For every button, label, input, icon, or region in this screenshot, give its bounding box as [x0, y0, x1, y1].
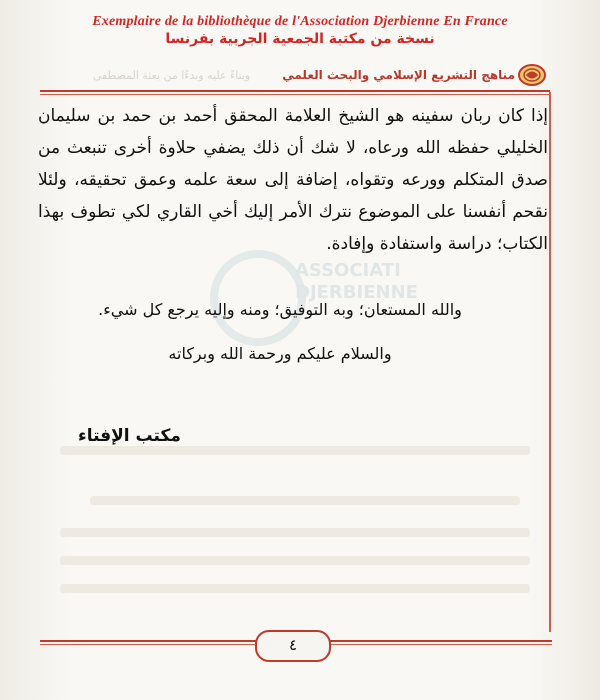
watermark-logo-icon — [210, 250, 306, 346]
running-head-bleed-through: وبناءً عليه وبدءًا من بعثة المصطفى — [92, 68, 251, 82]
watermark-text: ASSOCIATI DJERBIENNE — [295, 260, 418, 303]
body-text — [38, 100, 548, 260]
bleed-through-line — [60, 556, 530, 565]
running-head — [40, 64, 515, 86]
bleed-through-line — [90, 496, 520, 505]
library-stamp-french: Exemplaire de la bibliothèque de l'Association Djerbienne En France — [92, 14, 508, 29]
publisher-seal-icon — [517, 63, 547, 87]
main-paragraph: إذا كان ربان سفينه هو الشيخ العلامة المحقق أحمد بن حمد بن سليمان الخليلي حفظه الله ورعاه، لا شك أن ذلك يضفي حلاوة أخرى تنبعث من صدق المتكلم وورعه وتقواه، إضافة إلى سعة علمه وعمق تحقيقه، ولئلا نقحم أنفسنا على الموضوع نترك الأمر إليك أخي القاري لكي تطوف بهذا الكتاب؛ دراسة واستفادة وإفادة. — [38, 106, 548, 254]
bleed-through-line — [60, 528, 530, 537]
signature: مكتب الإفتاء — [78, 426, 181, 446]
library-stamp-arabic: نسخة من مكتبة الجمعية الجربية بفرنسا — [165, 31, 435, 47]
page-number: ٤ — [255, 630, 331, 662]
closing-invocation: والله المستعان؛ وبه التوفيق؛ ومنه وإليه يرجع كل شيء. — [98, 300, 462, 319]
bleed-through-line — [60, 446, 530, 455]
closing-greeting: والسلام عليكم ورحمة الله وبركاته — [168, 344, 392, 363]
header-rule-thin — [40, 94, 550, 95]
running-head-title: مناهج التشريع الإسلامي والبحث العلمي — [282, 68, 515, 82]
library-stamp — [0, 14, 600, 47]
header-rule — [40, 90, 550, 92]
bleed-through-line — [60, 584, 530, 593]
page-frame-side — [549, 92, 551, 632]
